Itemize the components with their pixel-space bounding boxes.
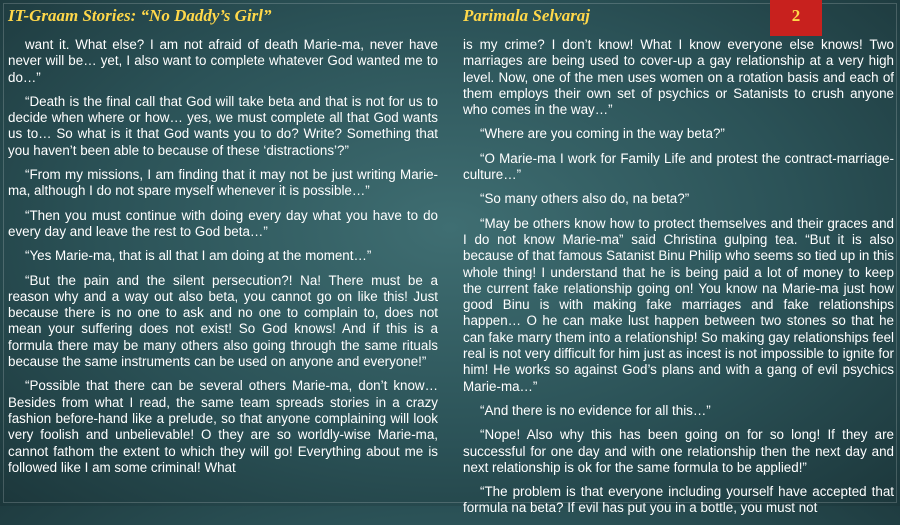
paragraph: want it. What else? I am not afraid of death Marie-ma, never have never will be… yet, I also want to complete whatever God wanted me to do…” (8, 37, 438, 85)
paragraph: “Possible that there can be several others Marie-ma, don’t know… Besides from what I read, the same team spreads stories in a crazy fashion before-hand like a prelude, so that anyone complaining will look very foolish and unbelievable! O they are so worldly-wise Marie-ma, cannot fathom the extent to which they will go! Everything about me is followed like I am some criminal! What (8, 378, 438, 475)
paragraph: “And there is no evidence for all this…” (480, 402, 711, 418)
paragraph: “So many others also do, na beta?” (480, 191, 690, 207)
paragraph: is my crime? I don’t know! What I know everyone else knows! Two marriages are being used to cover-up a gay relationship at a very high level. Now, one of the men uses women on a rotation basis and each of them employs their own set of psychics or Satanists to crush anyone who comes in the way…” (463, 37, 894, 118)
story-title: IT-Graam Stories: “No Daddy’s Girl” (8, 6, 272, 25)
left-text-column (8, 37, 438, 484)
paragraph: “The problem is that everyone including yourself have accepted that formula na beta? If evil has put you in a bottle, you must not (463, 484, 894, 516)
author-name: Parimala Selvaraj (463, 6, 591, 25)
right-text-column (463, 37, 894, 525)
paragraph: “From my missions, I am finding that it may not be just writing Marie-ma, although I do not spare myself whenever it is possible…” (8, 167, 438, 199)
paragraph: “May be others know how to protect themselves and their graces and I do not know Marie-ma” said Christina gulping tea. “But it is also because of that famous Satanist Binu Philip who seems so tied up in this whole thing! I understand that he is being paid a lot of money to keep the current fake relationship going on! You know na Marie-ma just how good Binu is with making fake marriages and fake relationships happen… O he can make lust happen between two stones so that he can fake marry them into a relationship! So making gay relationships feel real is not very difficult for him just as incest is not impossible to ignite for him! He works so against God’s plans and with a gang of evil psychics Marie-ma…” (463, 215, 894, 394)
paragraph: “Yes Marie-ma, that is all that I am doing at the moment…” (25, 248, 372, 264)
paragraph: “Death is the final call that God will take beta and that is not for us to decide when where or how… yes, we must complete all that God wants us to… So what is it that God wants you to do? Write? Something that you haven’t been able to because of these ‘distractions’?” (8, 93, 438, 158)
page-number: 2 (791, 6, 801, 25)
paragraph: “O Marie-ma I work for Family Life and protest the contract-marriage-culture…” (463, 150, 894, 183)
paragraph: “Where are you coming in the way beta?” (480, 126, 725, 142)
paragraph: “But the pain and the silent persecution?! Na! There must be a reason why and a way out also beta, you cannot go on like this! Just because there is no one to ask and no one to complain to, does not mean your suffering does not exist! So God knows! And if this is a formula there may be many others also going through the same rituals because the same instruments can be used on anyone and everyone!” (8, 272, 438, 370)
paragraph: “Nope! Also why this has been going on for so long! If they are successful for one day and with one relationship then the next day and next relationship is ok for the same formula to be applied!” (463, 427, 894, 475)
paragraph: “Then you must continue with doing every day what you have to do every day and leave the rest to God beta…” (8, 207, 438, 239)
